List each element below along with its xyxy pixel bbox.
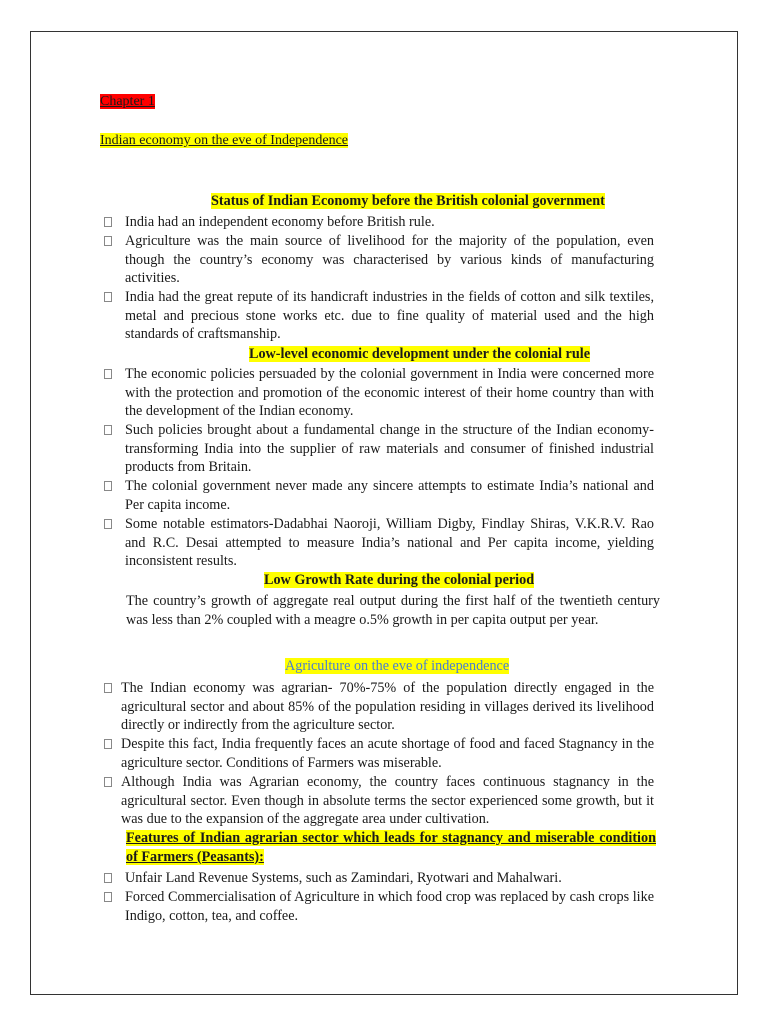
list-item: Unfair Land Revenue Systems, such as Zamindari, Ryotwari and Mahalwari. bbox=[104, 869, 654, 888]
bullet-box-icon bbox=[104, 292, 112, 302]
bullet-box-icon bbox=[104, 425, 112, 435]
bullet-box-icon bbox=[104, 777, 112, 787]
bullet-box-icon bbox=[104, 236, 112, 246]
bullet-box-icon bbox=[104, 369, 112, 379]
section-heading-status: Status of Indian Economy before the British colonial government bbox=[211, 193, 605, 209]
section-heading-low-level: Low-level economic development under the colonial rule bbox=[249, 346, 590, 362]
list-item: India had the great repute of its handicraft industries in the fields of cotton and silk textiles, metal and precious stone works etc. due to fine quality of material used and the high standards of craftsmanship. bbox=[104, 288, 654, 344]
list-item: The colonial government never made any sincere attempts to estimate India’s national and Per capita income. bbox=[104, 477, 654, 514]
list-item: Forced Commercialisation of Agriculture in which food crop was replaced by cash crops like Indigo, cotton, tea, and coffee. bbox=[104, 888, 654, 925]
list-item: Despite this fact, India frequently faces an acute shortage of food and faced Stagnancy in the agriculture sector. Conditions of Farmers was miserable. bbox=[104, 735, 654, 772]
chapter-label: Chapter 1 bbox=[100, 94, 155, 109]
bullet-box-icon bbox=[104, 519, 112, 529]
list-item: Although India was Agrarian economy, the country faces continuous stagnancy in the agricultural sector. Even though in absolute terms the sector experienced some growth, but it was due to the expansion of the aggregate area under cultivation. bbox=[104, 773, 654, 829]
section-heading-features: Features of Indian agrarian sector which leads for stagnancy and miserable condition of Farmers (Peasants): bbox=[126, 830, 656, 865]
list-item: India had an independent economy before British rule. bbox=[104, 213, 654, 232]
bullet-box-icon bbox=[104, 739, 112, 749]
growth-paragraph: The country’s growth of aggregate real output during the first half of the twentieth century was less than 2% coupled with a meagre o.5% growth in per capita output per year. bbox=[126, 593, 660, 628]
bullet-box-icon bbox=[104, 873, 112, 883]
section-heading-growth: Low Growth Rate during the colonial period bbox=[264, 572, 535, 588]
bullet-box-icon bbox=[104, 892, 112, 902]
list-item: Some notable estimators-Dadabhai Naoroji, William Digby, Findlay Shiras, V.K.R.V. Rao and R.C. Desai attempted to measure India’s national and Per capita income, yielding inconsistent results. bbox=[104, 515, 654, 571]
bullet-box-icon bbox=[104, 217, 112, 227]
bullet-box-icon bbox=[104, 481, 112, 491]
list-item: The Indian economy was agrarian- 70%-75% of the population directly engaged in the agricultural sector and about 85% of the population residing in villages derived its livelihood directly or indirectly from the agriculture sector. bbox=[104, 679, 654, 735]
document-title: Indian economy on the eve of Independence bbox=[100, 133, 349, 148]
bullet-box-icon bbox=[104, 683, 112, 693]
section-heading-agriculture: Agriculture on the eve of independence bbox=[285, 658, 510, 674]
list-item: The economic policies persuaded by the colonial government in India were concerned more with the protection and promotion of the economic interest of their home country than with the development of the Indian economy. bbox=[104, 365, 654, 421]
list-item: Agriculture was the main source of livelihood for the majority of the population, even though the country’s economy was characterised by various kinds of manufacturing activities. bbox=[104, 232, 654, 288]
list-item: Such policies brought about a fundamental change in the structure of the Indian economy-transforming India into the supplier of raw materials and consumer of finished industrial products from Britain. bbox=[104, 421, 654, 477]
